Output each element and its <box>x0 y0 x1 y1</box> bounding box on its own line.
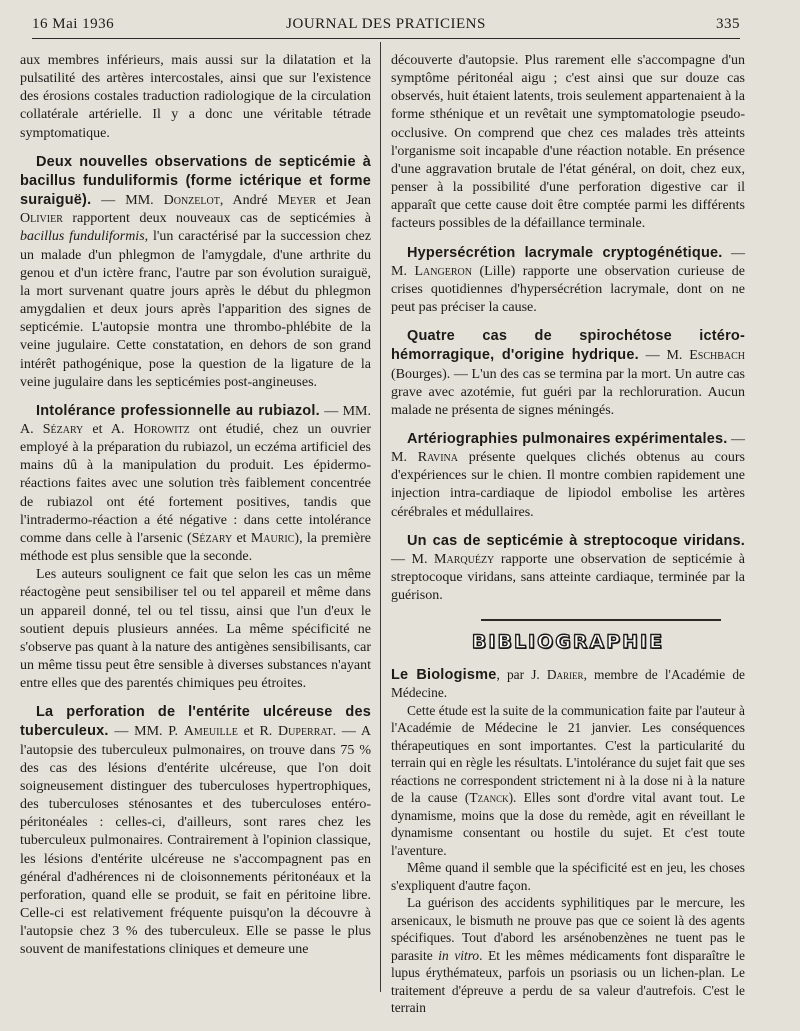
article-title: La perforation de l'entérite ulcéreuse des tuberculeux. <box>20 704 371 740</box>
page-number: 335 <box>716 16 740 32</box>
right-column <box>391 52 745 1017</box>
article-rubiazol <box>20 402 371 694</box>
text-run: ), la première méthode est plus sensible que la seconde. <box>20 530 371 565</box>
text-run: — M. <box>391 245 745 279</box>
text-run: et <box>232 530 251 546</box>
article-hypersecretion-lacrymale <box>391 244 745 318</box>
paragraph <box>391 244 745 318</box>
column-divider <box>380 42 381 992</box>
bibliography-heading: BIBLIOGRAPHIE <box>471 631 665 654</box>
text-run: rapportent deux nouveaux cas de septicémies à <box>62 211 371 227</box>
text-run: — M. <box>638 348 690 364</box>
text-run: , par J. <box>496 666 547 682</box>
author-name: Sézary <box>191 530 233 546</box>
article-title: Intolérance professionnelle au rubiazol. <box>36 402 320 419</box>
text-run: , l'un caractérisé par la succession chez un malade d'un phlegmon de l'amygdale, d'une arthrite du genou et d'un ictère franc, l'autre par son évolution suraiguë, la mort survenant quatre jours après le début du phlegmon amygdalien et deux jours après l'apparition des signes de septicémie. L'autopsie montra une thrombo-phlébite de la veine jugulaire. Cette constatation, en dehors de son grand intérêt pathogénique, pose la question de la ligature de la veine jugulaire dans les septicémies post-angineuses. <box>20 229 371 390</box>
text-run: La guérison des accidents syphilitiques par le mercure, les arsenicaux, le bismuth ne prouve pas que ce soient là des agents spécifiques. Tout d'abord les arsénobenzènes ne tuent pas le parasite <box>391 895 745 963</box>
article-title: Quatre cas de spirochétose ictéro-hémorragique, d'origine hydrique. <box>391 328 745 364</box>
paragraph <box>391 702 745 860</box>
paragraph <box>20 402 371 566</box>
paragraph: Même quand il semble que la spécificité est en jeu, les choses s'expliquent d'autre façon. <box>391 860 745 893</box>
article-arteriographies <box>391 430 745 522</box>
journal-title: JOURNAL DES PRATICIENS <box>286 16 486 32</box>
paragraph <box>20 703 371 959</box>
text-run: , membre de l'Académie de Médecine. <box>391 666 745 701</box>
author-name: Sézary <box>42 421 84 437</box>
text-run: — MM. <box>91 193 164 209</box>
text-run: . Et les mêmes médicaments font disparaître le lupus érythémateux, parfois un psoriasis ou un lichen-plan. Le traitement d'épreuve a perdu de sa valeur d'autrefois. C'est le terrain <box>391 947 745 1016</box>
italic-term: bacillus funduliformis <box>20 229 145 245</box>
header-date: 16 Mai 1936 <box>32 16 115 32</box>
author-name: Langeron <box>414 263 472 279</box>
article-title: Deux nouvelles observations de septicémie à bacillus funduliformis (forme ictérique et forme suraiguë). <box>20 153 371 209</box>
author-name: Ameuille <box>183 724 238 740</box>
author-name: Mauric <box>250 530 295 546</box>
section-rule <box>481 619 721 621</box>
left-column <box>20 52 371 960</box>
book-title: Le Biologisme <box>391 666 497 683</box>
author-name: Darier <box>546 666 584 682</box>
paragraph <box>391 894 745 1017</box>
author-name: Horowitz <box>133 421 190 437</box>
paragraph <box>391 430 745 522</box>
text-run: et Jean <box>316 193 372 209</box>
entry-header <box>391 666 745 702</box>
paragraph: découverte d'autopsie. Plus rarement elle s'accompagne d'un symptôme péritonéal aigu ; c'est ainsi que sur douze cas observés, huit étaient latents, trois seulement appartenaient à la forme sthénique et un revêtait une symptomatologie pseudo-occlusive. On comprend que chez ces malades très atteints l'organisme soit incapable d'une réaction notable. En présence d'une aggravation brutale de l'état général, on doit, chez eux, penser à la possibilité d'une perforation digestive car il apparaît que cette cause doit être comptée parmi les différents facteurs possibles de la défaillance terminale. <box>391 53 745 232</box>
text-run: et R. <box>237 724 279 740</box>
paragraph: Les auteurs soulignent ce fait que selon les cas un même réactogène peut sensibiliser tel ou tel appareil et même dans un appareil donné, tel ou tel tissu, ainsi que l'un d'eux le soutient depuis plusieurs années. La même spécificité ne s'observe pas quant à la nature des antigènes sensibilisants, car un même tissu peut être sensible à diverses substances n'ayant entre elles que des parentés chimiques peu étroites. <box>20 567 371 692</box>
text-run: , André <box>219 193 278 209</box>
author-name: Olivier <box>20 211 63 227</box>
text-run: (Bourges). — L'un des cas se termina par la mort. Un autre cas grave avec azotémie, fut guéri par la rechloruration. Aucun malade ne présenta de signes méningés. <box>391 366 745 418</box>
article-perforation-enterite <box>20 703 371 959</box>
article-septicemie-funduliformis <box>20 153 371 392</box>
paragraph <box>20 153 371 392</box>
bibliography-entry <box>391 666 745 1017</box>
article-title: Artériographies pulmonaires expérimentales. <box>407 430 728 447</box>
paragraph: aux membres inférieurs, mais aussi sur la dilatation et la pulsatilité des artères intercostales, ainsi que sur l'existence des érosions costales traduction radiologique de la circulation collatérale artérielle. Il y a donc une véritable tétrade symptomatique. <box>20 53 371 141</box>
author-name: Tzanck <box>469 790 509 806</box>
author-name: Eschbach <box>689 348 745 364</box>
article-streptocoque <box>391 532 745 606</box>
text-run: Cette étude est la suite de la communication faite par l'auteur à l'Académie de Médecine le 21 janvier. Les conséquences thérapeutiques en sont importantes. C'est la particularité du terrain qui en règle les résultats. L'intolérance du sujet fait que ses réactions ne correspondent strictement ni à la dose ni à la nature de la cause ( <box>391 702 745 806</box>
continued-text <box>391 52 745 234</box>
article-spirochetose <box>391 327 745 420</box>
paragraph <box>391 532 745 606</box>
article-title: Hypersécrétion lacrymale cryptogénétique. <box>407 244 723 261</box>
author-name: Duperrat <box>278 724 333 740</box>
author-name: Donzelot <box>163 193 220 209</box>
text-run: rapporte une observation de septicémie à streptocoque viridans, sans atteinte cardiaque, terminée par la guérison. <box>391 551 746 604</box>
text-run: présente quelques clichés obtenus au cours d'expériences sur le chien. Il montre combien rapidement une injection intra-cardiaque de lipiodol embolise les artères cérébrales et médullaires. <box>391 450 746 520</box>
page-header <box>32 14 740 39</box>
author-name: Meyer <box>277 193 317 209</box>
text-run: — M. <box>391 551 435 567</box>
text-run: ). Elles sont d'ordre vital avant tout. Le dynamisme, moins que la dose du remède, agit en réveillant le dynamisme consentant ou hostile du sujet. Et c'est toute l'aventure. <box>391 790 745 858</box>
text-run: — MM. P. <box>108 724 184 740</box>
text-run: et A. <box>83 421 134 437</box>
text-run: ont étudié, chez un ouvrier employé à la préparation du rubiazol, un eczéma artificiel des mains dû à la manipulation du produit. Les épidermo-réactions faites avec une solution très faiblement concentrée de rubiazol ont été fortement positives, tandis que l'intradermo-réaction a été négative : dans cette intolérance comme dans celle à l'arsenic ( <box>20 421 371 546</box>
text-run: — M. <box>391 431 745 466</box>
text-run: (Lille) rapporte une observation curieuse de crises quotidiennes d'hypersécrétion lacrymale, dont on ne peut pas préciser la cause. <box>391 263 745 316</box>
continued-text <box>20 52 371 143</box>
text-run: — MM. A. <box>20 403 371 437</box>
article-title: Un cas de septicémie à streptocoque viridans. <box>407 532 745 549</box>
text-run: . — A l'autopsie des tuberculeux pulmonaires, on trouve dans 75 % des cas des lésions d'entérite ulcéreuse, que l'on doit soigneusement distinguer des tuberculoses hypertrophiques, des tuberculoses sténosantes et des tuberculoses entéro-péritonéales : celles-ci, d'ailleurs, sont rares chez les tuberculeux pulmonaires. Contrairement à l'opinion classique, les lésions d'entérite ulcéreuse ne s'accompagnent pas en général d'adhérences ni de cloisonnements péritonéaux et la perforation, quand elle se produit, se fait en péritoine libre. Celle-ci est relativement fréquente puisqu'on la découvre à l'autopsie chez 3 % des tuberculeux. Elle se passe le plus souvent de manifestations cliniques et demeure une <box>20 724 371 958</box>
italic-term: in vitro <box>438 947 480 963</box>
paragraph <box>391 327 745 420</box>
author-name: Marquézy <box>434 551 495 567</box>
author-name: Ravina <box>417 450 458 466</box>
